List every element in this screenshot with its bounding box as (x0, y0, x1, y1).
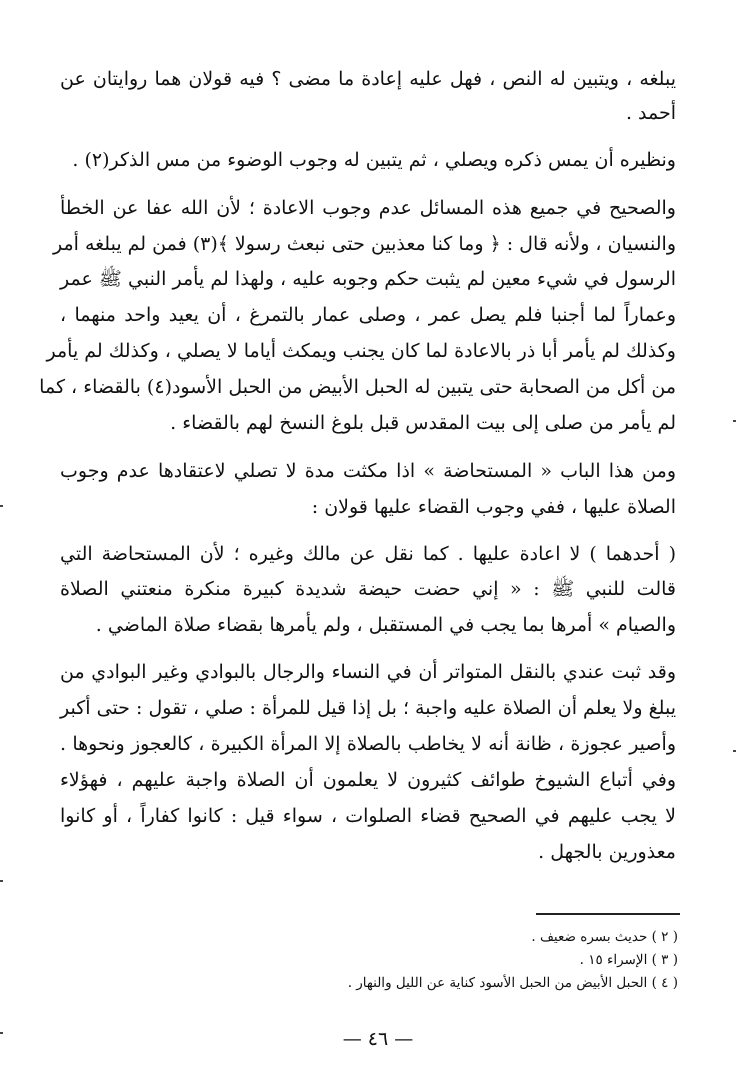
body-line-1: يبلغه ، ويتبين له النص ، فهل عليه إعادة ما مضى ؟ فيه قولان هما روايتان عن (60, 68, 676, 90)
body-line-5: والنسيان ، ولأنه قال : ﴿ وما كنا معذبين حتى نبعث رسولا ﴾(٣) فمن لم يبلغه أمر (52, 233, 676, 255)
body-line-12: الصلاة عليها ، ففي وجوب القضاء عليها قولان : (311, 496, 676, 518)
body-line-14: قالت للنبي ﷺ : « إني حضت حيضة شديدة كبيرة منكرة منعتني الصلاة (60, 578, 676, 600)
body-line-3: ونظيره أن يمس ذكره ويصلي ، ثم يتبين له وجوب الوضوء من مس الذكر(٢) . (72, 149, 676, 171)
body-line-8: وكذلك لم يأمر أبا ذر بالاعادة لما كان يجنب ويمكث أياما لا يصلي ، وكذلك لم يأمر (46, 340, 676, 362)
body-line-16: وقد ثبت عندي بالنقل المتواتر أن في النساء والرجال بالبوادي وغير البوادي من (60, 661, 676, 683)
body-line-4: والصحيح في جميع هذه المسائل عدم وجوب الاعادة ؛ لأن الله عفا عن الخطأ (60, 197, 676, 219)
body-line-13: ( أحدهما ) لا اعادة عليها . كما نقل عن مالك وغيره ؛ لأن المستحاضة التي (60, 543, 676, 565)
body-line-19: وفي أتباع الشيوخ طوائف كثيرون لا يعلمون أن الصلاة واجبة عليهم ، فهؤلاء (60, 769, 676, 791)
footnote-2: ( ٢ ) حديث بسره ضعيف . (531, 929, 678, 945)
margin-mark (0, 505, 3, 507)
body-line-9: من أكل من الصحابة حتى يتبين له الحبل الأبيض من الحبل الأسود(٤) بالقضاء ، كما (39, 376, 676, 398)
body-line-7: وعماراً لما أجنبا فلم يصل عمر ، وصلى عمار بالتمرغ ، أن يعيد واحد منهما ، (60, 304, 676, 326)
footnote-3: ( ٣ ) الإسراء ١٥ . (579, 952, 678, 968)
body-line-2: أحمد . (625, 102, 676, 124)
page-number: — ٤٦ — (342, 1028, 414, 1050)
margin-mark (0, 1032, 3, 1034)
footnote-separator (536, 913, 680, 915)
body-line-15: والصيام » أمرها بما يجب في المستقبل ، ولم يأمرها بقضاء صلاة الماضي . (95, 614, 676, 636)
body-line-10: لم يأمر من صلى إلى بيت المقدس قبل بلوغ النسخ لهم بالقضاء . (170, 412, 676, 434)
body-line-20: لا يجب عليهم في الصحيح قضاء الصلوات ، سواء قيل : كانوا كفاراً ، أو كانوا (60, 805, 676, 827)
body-line-17: يبلغ ولا يعلم أن الصلاة عليه واجبة ؛ بل إذا قيل للمرأة : صلي ، تقول : حتى أكبر (60, 697, 676, 719)
margin-mark (0, 880, 3, 882)
body-line-21: معذورين بالجهل . (538, 841, 676, 863)
body-line-11: ومن هذا الباب « المستحاضة » اذا مكثت مدة لا تصلي لاعتقادها عدم وجوب (60, 460, 676, 482)
body-line-6: الرسول في شيء معين لم يثبت حكم وجوبه عليه ، ولهذا لم يأمر النبي ﷺ عمر (60, 268, 676, 290)
footnote-4: ( ٤ ) الحبل الأبيض من الحبل الأسود كناية عن الليل والنهار . (347, 975, 678, 991)
body-line-18: وأصير عجوزة ، ظانة أنه لا يخاطب بالصلاة إلا المرأة الكبيرة ، كالعجوز ونحوها . (60, 733, 676, 755)
